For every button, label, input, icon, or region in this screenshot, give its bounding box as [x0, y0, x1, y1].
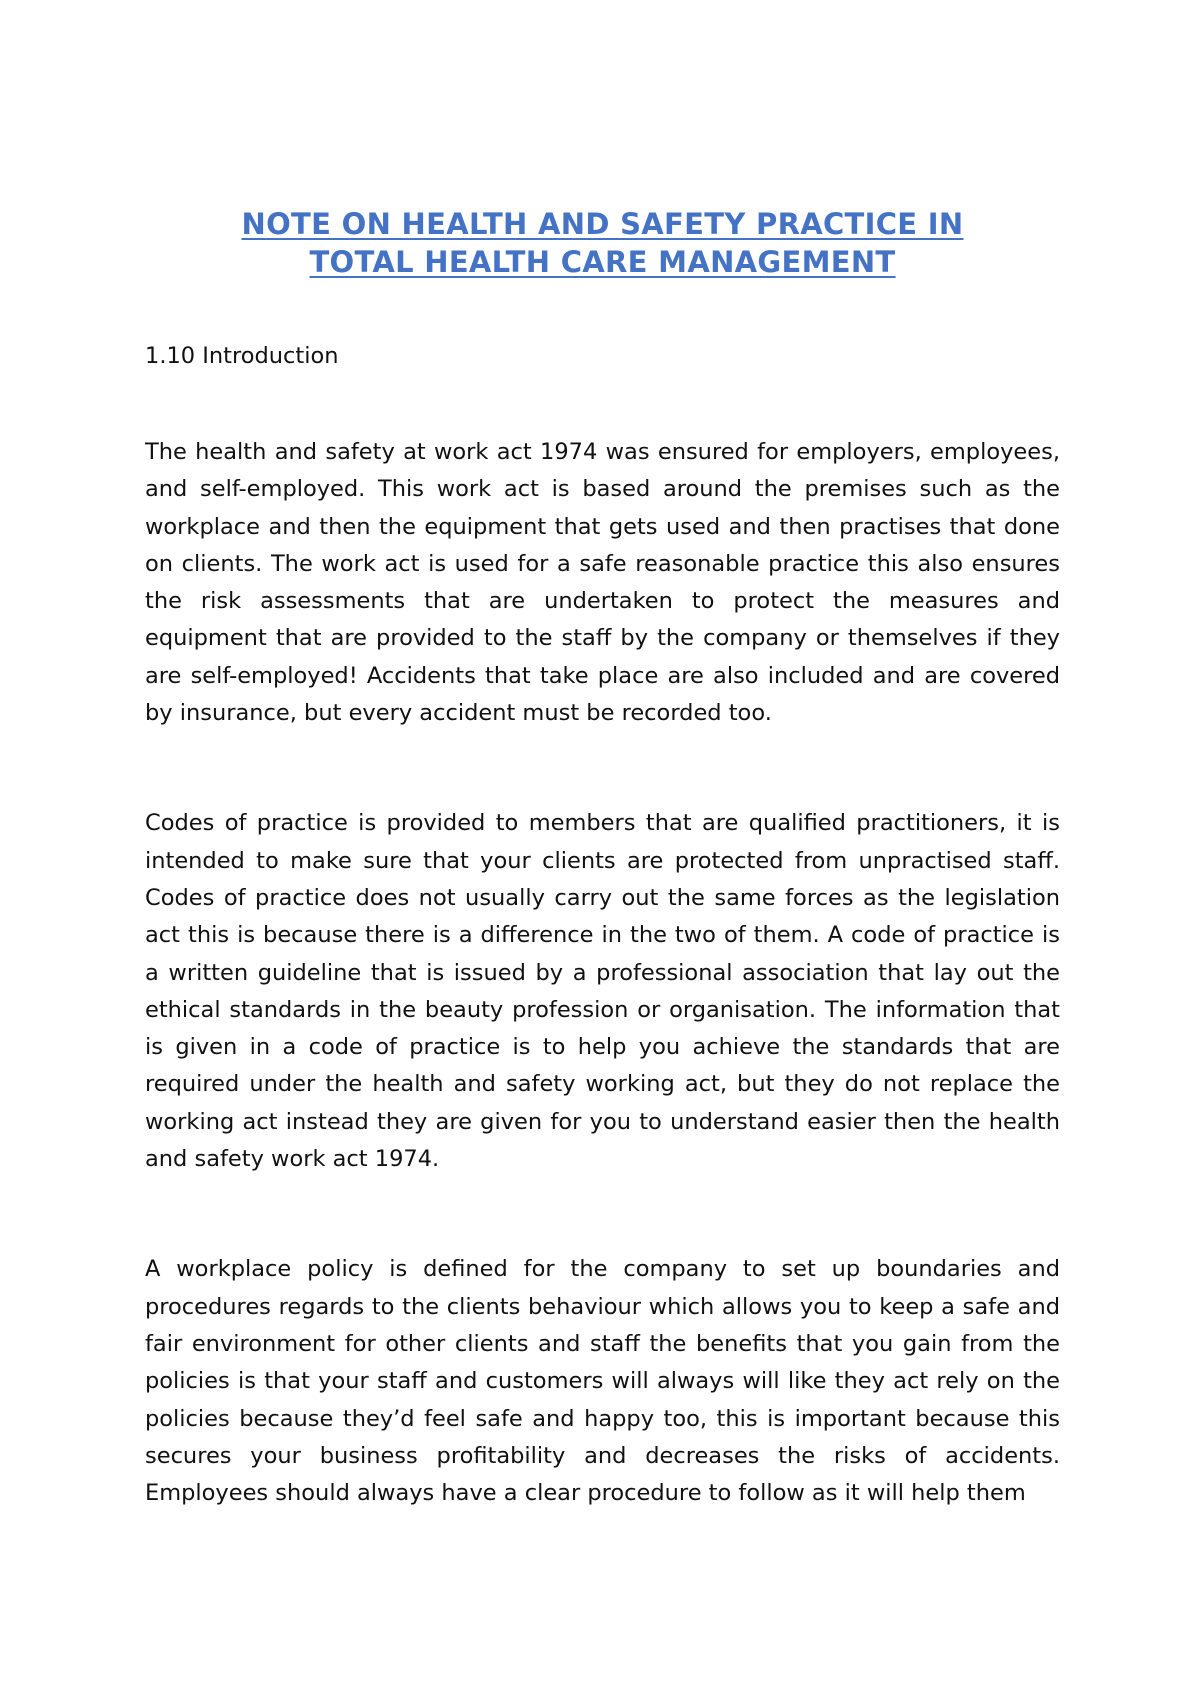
title-line-1: NOTE ON HEALTH AND SAFETY PRACTICE IN	[241, 207, 964, 241]
paragraph-3: A workplace policy is defined for the company to set up boundaries and procedures regards to the clients behaviour which allows you to keep a safe and fair environment for other clients and staff the benefits that you gain from the policies is that your staff and customers will always will like they act rely on the policies because they’d feel safe and happy too, this is important because this secures your business profitability and decreases the risks of accidents. Employees should always have a clear procedure to follow as it will help them	[145, 1256, 1060, 1507]
title-line-2: TOTAL HEALTH CARE MANAGEMENT	[309, 245, 896, 279]
document-title	[145, 205, 1060, 281]
paragraph-2: Codes of practice is provided to members that are qualified practitioners, it is intended to make sure that your clients are protected from unpractised staff. Codes of practice does not usually carry out the same forces as the legislation act this is because there is a difference in the two of them. A code of practice is a written guideline that is issued by a professional association that lay out the ethical standards in the beauty profession or organisation. The information that is given in a code of practice is to help you achieve the standards that are required under the health and safety working act, but they do not replace the working act instead they are given for you to understand easier then the health and safety work act 1974.	[145, 810, 1060, 1173]
section-heading: 1.10 Introduction	[145, 343, 339, 369]
paragraph-1: The health and safety at work act 1974 was ensured for employers, employees, and self-employed. This work act is based around the premises such as the workplace and then the equipment that gets used and then practises that done on clients. The work act is used for a safe reasonable practice this also ensures the risk assessments that are undertaken to protect the measures and equipment that are provided to the staff by the company or themselves if they are self-employed! Accidents that take place are also included and are covered by insurance, but every accident must be recorded too.	[145, 439, 1060, 727]
document-page	[145, 205, 1060, 1512]
